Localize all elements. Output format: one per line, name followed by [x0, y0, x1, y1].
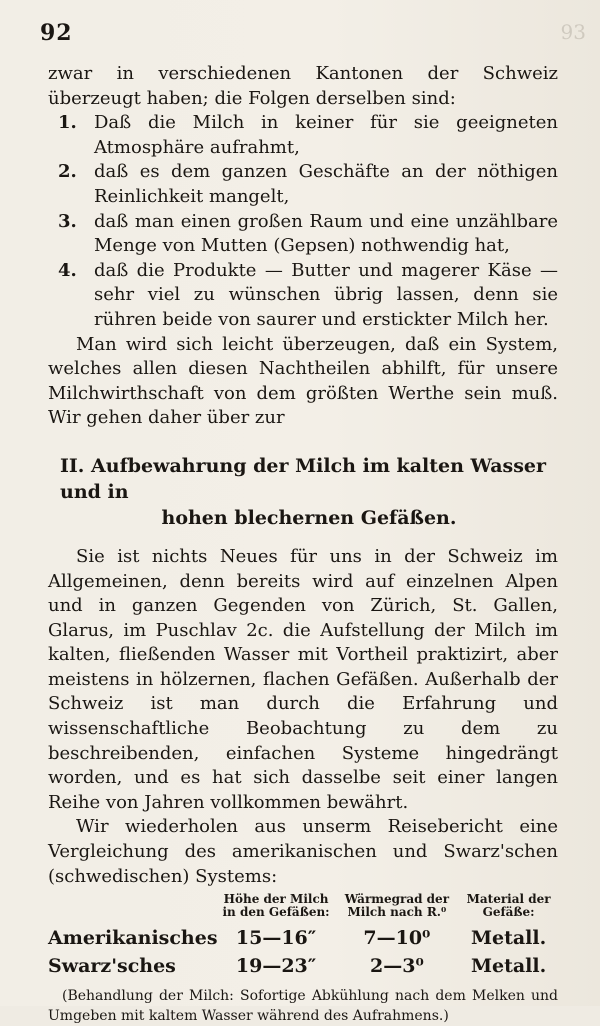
systems-comparison-table — [48, 893, 558, 978]
page-body — [48, 62, 558, 1026]
table-header — [48, 893, 218, 923]
table-header-row — [48, 893, 558, 923]
page-number: 92 — [40, 20, 73, 46]
system-name: Amerikanisches — [48, 927, 218, 950]
bleed-through-page-number: 93 — [560, 20, 586, 44]
table-header: Material der Gefäße: — [466, 892, 551, 920]
paragraph-comparison-intro: Wir wiederholen aus unserm Reisebericht eine Vergleichung des amerikanischen und Swarz'schen (schwedischen) Systems: — [48, 816, 558, 887]
milk-temperature: 7—10⁰ — [363, 927, 431, 950]
section-title-line1: Aufbewahrung der Milch im kalten Wasser und in — [60, 454, 547, 503]
vessel-material: Metall. — [470, 954, 547, 977]
paragraph-intro: zwar in verschiedenen Kantonen der Schweiz überzeugt haben; die Folgen derselben sind: — [48, 63, 558, 109]
milk-temperature: 2—3⁰ — [370, 954, 424, 977]
paragraph-transition: Man wird sich leicht überzeugen, daß ein System, welches allen diesen Nachtheilen abhilft, für unsere Milchwirthschaft von dem größten Werthe sein muß. Wir gehen daher über zur — [48, 333, 558, 429]
section-heading — [48, 453, 558, 531]
section-numeral: II. — [60, 454, 85, 477]
list-text: daß die Produkte — Butter und magerer Käse — sehr viel zu wünschen übrig lassen, denn sie rühren beide von saurer und erstickter Milch her. — [94, 259, 558, 330]
paragraph-section-body: Sie ist nichts Neues für uns in der Schweiz im Allgemeinen, denn bereits wird auf einzelnen Alpen und in ganzen Gegenden von Zürich, St. Gallen, Glarus, im Puschlav 2c. die Aufstellung der Milch im kalten, fließenden Wasser mit Vortheil praktizirt, aber meistens in hölzernen, flachen Gefäßen. Außerhalb der Schweiz ist man durch die Erfahrung und wissenschaftliche Beobachtung zu dem zu beschreibenden, einfachen Systeme hingedrängt worden, und es hat sich dasselbe seit einer langen Reihe von Jahren vollkommen bewährt. — [48, 545, 558, 813]
table-header: Wärmegrad der Milch nach R.⁰ — [344, 892, 450, 920]
list-number: 1. — [58, 112, 77, 134]
table-header: Höhe der Milch in den Gefäßen: — [222, 892, 330, 920]
consequences-list — [48, 111, 558, 332]
list-item — [48, 210, 558, 259]
list-item — [48, 160, 558, 209]
list-number: 4. — [58, 259, 77, 281]
list-text: daß es dem ganzen Geschäfte an der nöthigen Reinlichkeit mangelt, — [94, 161, 558, 207]
list-number: 2. — [58, 161, 77, 183]
list-text: Daß die Milch in keiner für sie geeigneten Atmosphäre aufrahmt, — [94, 112, 558, 158]
vessel-material: Metall. — [470, 927, 547, 950]
list-item — [48, 259, 558, 333]
milk-height: 15—16″ — [235, 927, 317, 950]
list-text: daß man einen großen Raum und eine unzählbare Menge von Mutten (Gepsen) nothwendig hat, — [94, 210, 558, 257]
table-row — [48, 923, 558, 951]
treatment-note: (Behandlung der Milch: Sofortige Abkühlung nach dem Melken und Umgeben mit kaltem Wasser während des Aufrahmens.) — [48, 988, 558, 1025]
table-row — [48, 951, 558, 979]
section-title-line2: hohen blechernen Gefäßen. — [161, 506, 457, 529]
system-name: Swarz'sches — [48, 954, 176, 977]
milk-height: 19—23″ — [235, 954, 317, 977]
list-number: 3. — [58, 210, 77, 232]
list-item — [48, 111, 558, 160]
